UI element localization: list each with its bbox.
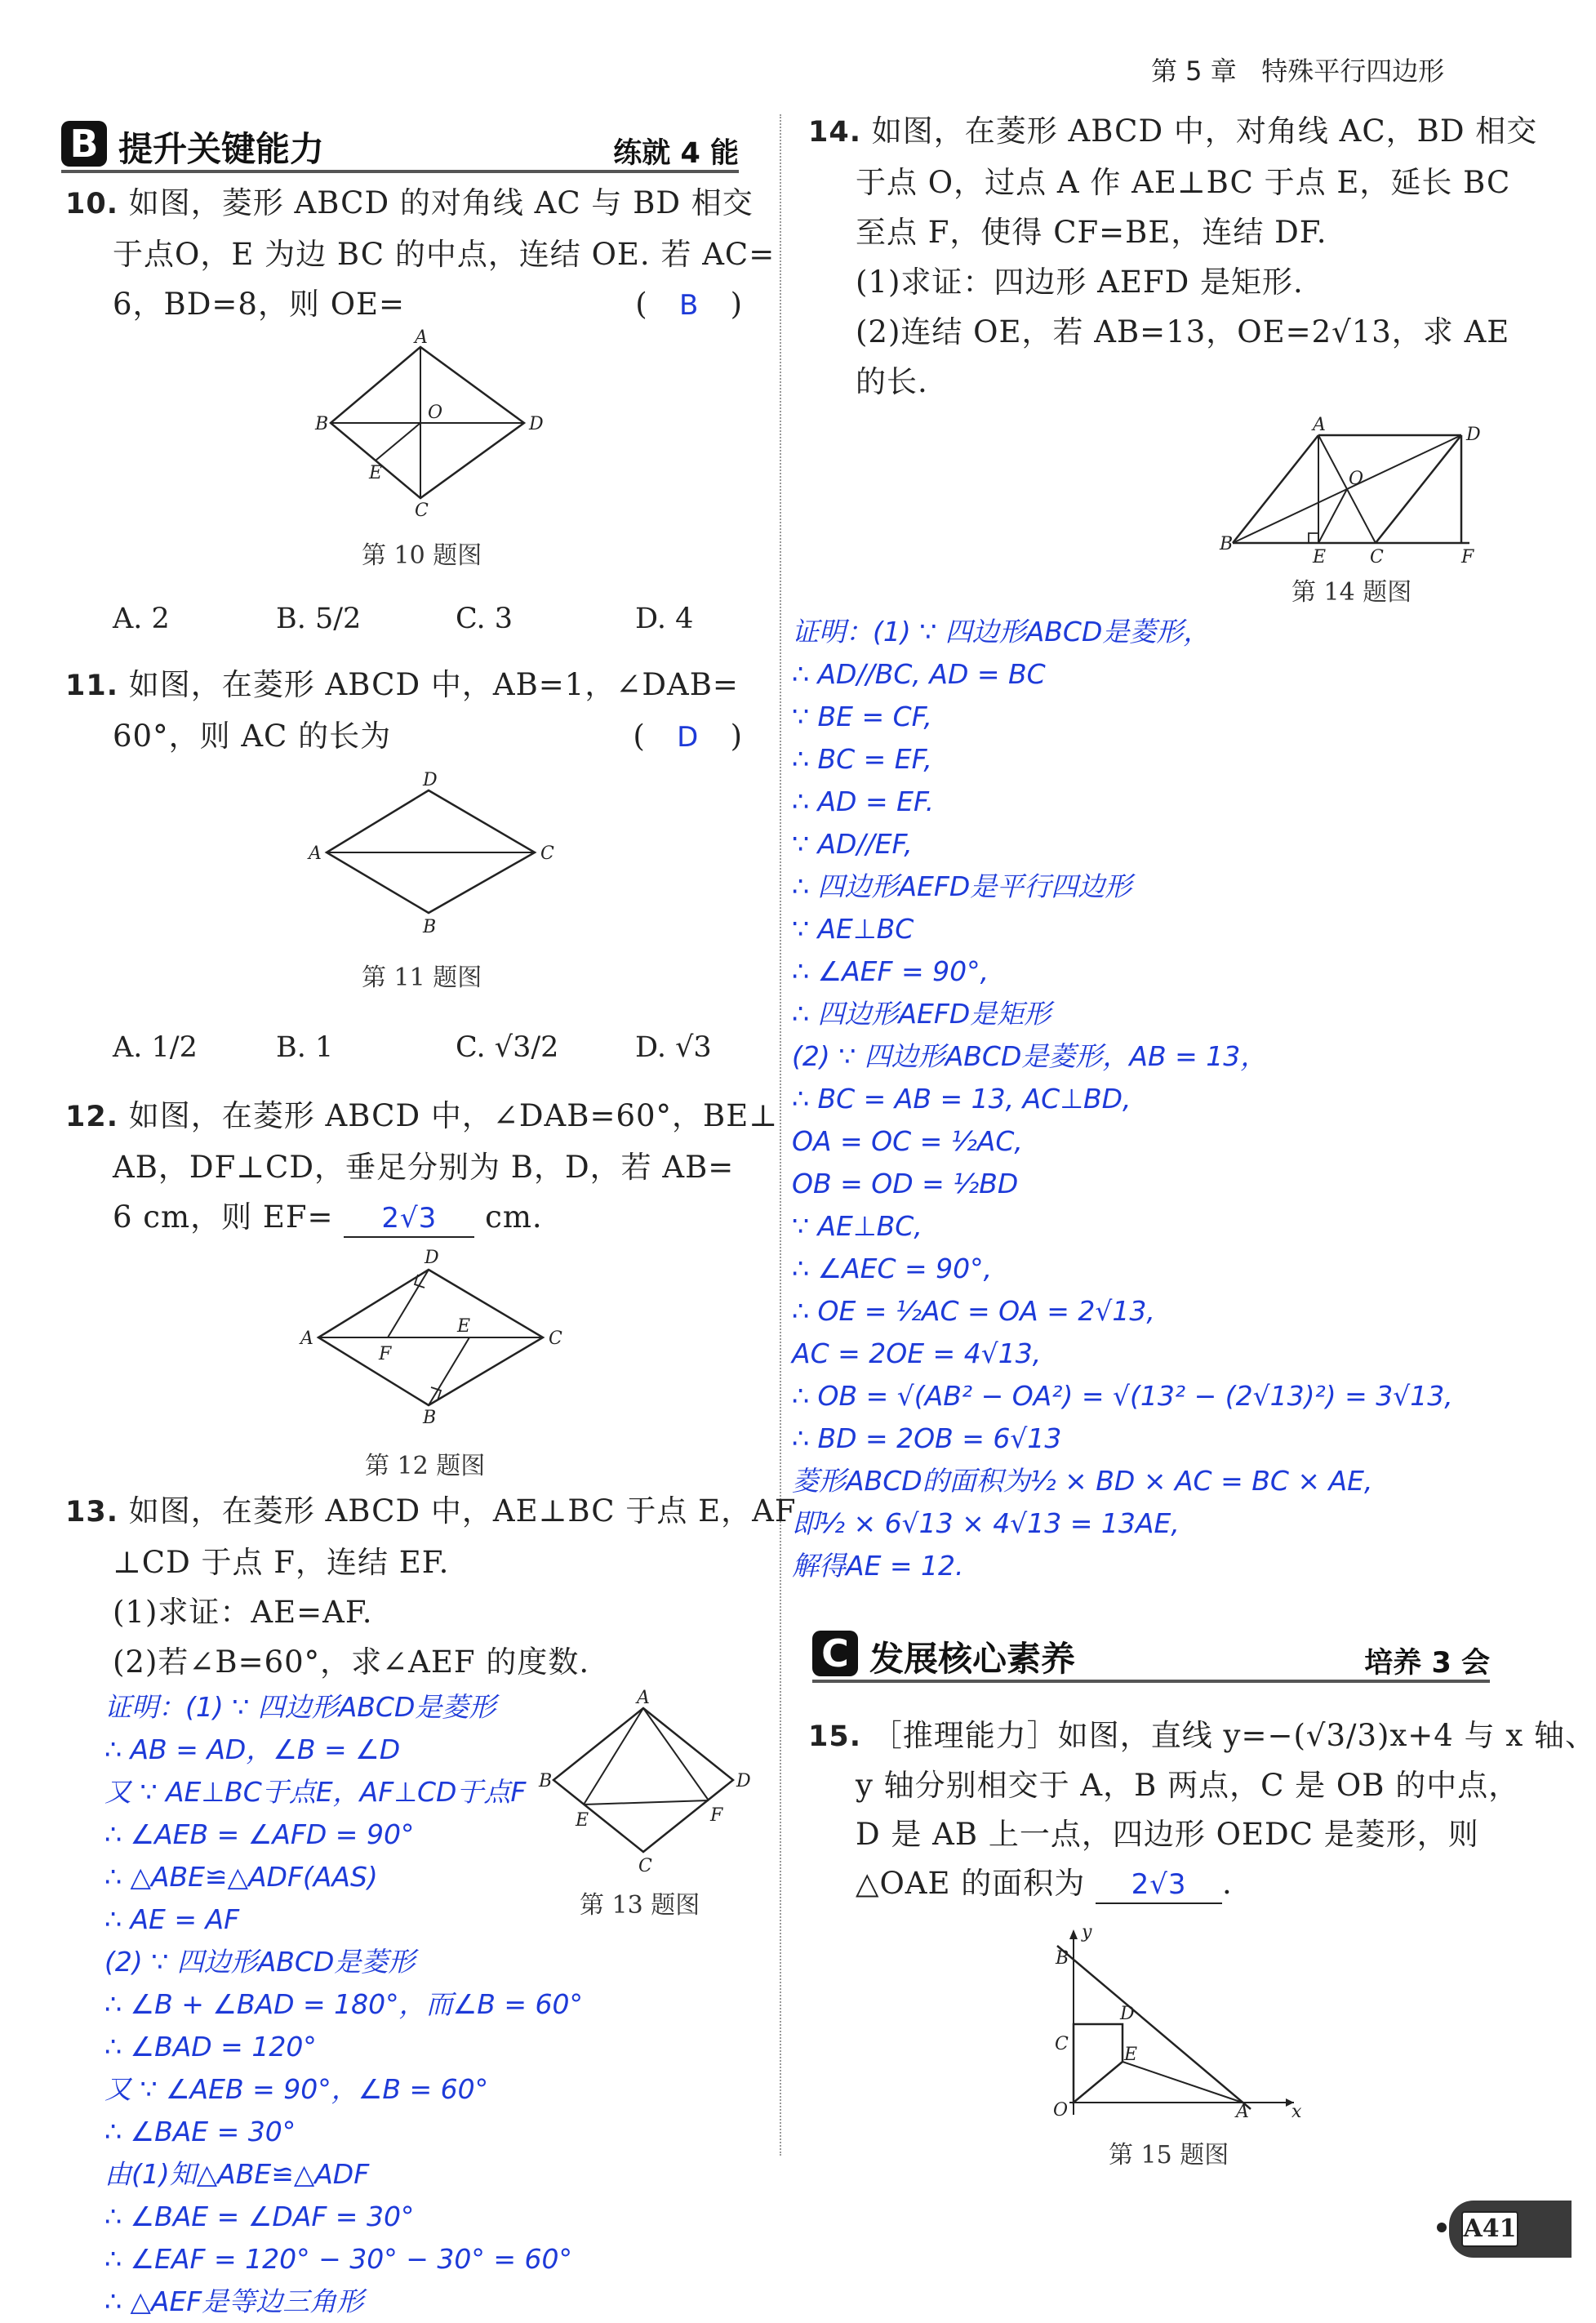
q14-sol-line: ∵ BE = CF,: [792, 701, 932, 732]
q15-label-O: O: [1053, 2100, 1069, 2121]
q15-label-D: D: [1120, 2004, 1135, 2024]
q10-option-d: D. 4: [635, 603, 694, 635]
q14-line6: 的长.: [856, 364, 928, 399]
q14-line2: 于点 O，过点 A 作 AE⊥BC 于点 E，延长 BC: [856, 165, 1511, 200]
q14-label-B: B: [1220, 534, 1234, 554]
q15-line3: D 是 AB 上一点，四边形 OEDC 是菱形，则: [856, 1817, 1479, 1852]
q10-caption: 第 10 题图: [362, 541, 482, 570]
q14-line4: (1)求证：四边形 AEFD 是矩形.: [856, 265, 1304, 300]
q12-answer: 2√3: [381, 1202, 438, 1235]
q14-sol-line: 即½ × 6√13 × 4√13 = 13AE,: [792, 1507, 1180, 1539]
q14-sol-line: ∴ AD = EF.: [792, 785, 935, 817]
q13-label-D: D: [736, 1771, 751, 1791]
q13-label-F: F: [710, 1805, 723, 1826]
q13-sol-line: ∴ AE = AF: [104, 1903, 240, 1935]
question-10: 10. 如图，菱形 ABCD 的对角线 AC 与 BD 相交 于点O，E 为边 BC 的中点，连结 OE. 若 AC= 6，BD=8，则 OE= ( B ): [65, 185, 776, 322]
q13-sol-line: ∴ ∠B + ∠BAD = 180°，而∠B = 60°: [104, 1988, 584, 2020]
q13-sol-line: ∴ ∠BAE = ∠DAF = 30°: [104, 2201, 415, 2232]
q13-sol-line: ∴ △ABE≌△ADF(AAS): [104, 1861, 378, 1893]
q11-option-c: C. √3/2: [456, 1031, 559, 1064]
q14-line1: 如图，在菱形 ABCD 中，对角线 AC，BD 相交: [871, 113, 1538, 149]
q12-line1: 如图，在菱形 ABCD 中，∠DAB=60°，BE⊥: [128, 1098, 779, 1133]
q13-sol-line: ∴ △AEF是等边三角形: [104, 2285, 364, 2317]
q15-line2: y 轴分别相交于 A，B 两点，C 是 OB 的中点，: [856, 1768, 1520, 1803]
question-15: [808, 1711, 1596, 1908]
q12-line3a: 6 cm，则 EF=: [113, 1199, 334, 1235]
q15-line4b: .: [1222, 1866, 1233, 1901]
q10-answer: B: [678, 289, 700, 322]
q11-figure: [302, 768, 563, 939]
q15-label-x: x: [1291, 2102, 1302, 2122]
q14-line5: (2)连结 OE，若 AB=13，OE=2√13，求 AE: [856, 314, 1510, 349]
q14-sol-line: ∴ BD = 2OB = 6√13: [792, 1422, 1062, 1454]
column-divider: [780, 114, 781, 2156]
q14-sol-line: ∴ ∠AEF = 90°,: [792, 955, 989, 987]
question-11: 11. 如图，在菱形 ABCD 中，AB=1，∠DAB= 60°，则 AC 的长为 ( D ): [65, 667, 743, 754]
q14-sol-line: 菱形ABCD的面积为½ × BD × AC = BC × AE,: [792, 1465, 1373, 1497]
q10-label-C: C: [415, 501, 429, 521]
q14-figure: [1216, 412, 1494, 576]
q11-label-D: D: [423, 770, 438, 790]
q13-label-E: E: [576, 1810, 589, 1831]
q15-figure: [1037, 1922, 1306, 2122]
q10-label-A: A: [415, 327, 428, 348]
section-c-title: 发展核心素养: [869, 1639, 1076, 1679]
q10-line3: 6，BD=8，则 OE=: [113, 287, 406, 322]
q13-sol-line: ∴ AB = AD，∠B = ∠D: [104, 1733, 401, 1765]
question-14: [808, 106, 1538, 407]
q10-option-a: A. 2: [113, 603, 170, 635]
q12-label-D: D: [425, 1248, 439, 1268]
q14-label-O: O: [1349, 469, 1364, 489]
q14-number: 14.: [808, 116, 862, 149]
q13-label-A: A: [637, 1688, 650, 1708]
q12-label-E: E: [457, 1316, 471, 1337]
q15-label-E: E: [1124, 2045, 1138, 2065]
question-12: [65, 1091, 779, 1242]
q14-sol-line: ∴ BC = EF,: [792, 743, 932, 775]
q13-line1: 如图，在菱形 ABCD 中，AE⊥BC 于点 E，AF: [128, 1493, 797, 1529]
q11-option-d: D. √3: [635, 1031, 712, 1064]
q14-sol-line: ∵ AE⊥BC,: [792, 1210, 922, 1242]
q12-label-C: C: [549, 1328, 562, 1349]
q11-option-a: A. 1/2: [113, 1031, 198, 1064]
q10-line2: 于点O，E 为边 BC 的中点，连结 OE. 若 AC=: [113, 237, 776, 272]
q12-label-A: A: [300, 1328, 313, 1349]
q14-sol-line: AC = 2OE = 4√13,: [792, 1337, 1042, 1369]
q11-label-A: A: [309, 843, 322, 864]
q14-label-F: F: [1461, 547, 1474, 567]
q11-label-C: C: [540, 843, 554, 864]
q14-sol-line: ∴ OB = √(AB² − OA²) = √(13² − (2√13)²) = 3√13,: [792, 1380, 1453, 1412]
q14-sol-line: ∴ OE = ½AC = OA = 2√13,: [792, 1295, 1155, 1327]
q15-line1: ［推理能力］如图，直线 y=−(√3/3)x+4 与 x 轴、: [871, 1718, 1596, 1753]
q13-solution: [104, 1686, 584, 2317]
section-b-header: [61, 119, 739, 173]
q14-sol-line: ∴ ∠AEC = 90°,: [792, 1253, 993, 1284]
q12-line3b: cm.: [485, 1199, 543, 1235]
chapter-number: 第 5 章: [1151, 56, 1237, 87]
q15-number: 15.: [808, 1720, 862, 1753]
q15-line4a: △OAE 的面积为: [856, 1866, 1086, 1901]
q13-number: 13.: [65, 1496, 119, 1529]
q15-label-B: B: [1056, 1948, 1069, 1969]
section-b-subtitle: 练就 4 能: [613, 137, 739, 170]
q14-sol-line: 解得AE = 12.: [792, 1550, 964, 1582]
q12-figure: [294, 1245, 571, 1429]
q13-line2: ⊥CD 于点 F，连结 EF.: [113, 1545, 450, 1580]
q10-number: 10.: [65, 188, 119, 220]
q14-sol-line: ∴ BC = AB = 13, AC⊥BD,: [792, 1083, 1131, 1115]
q14-sol-line: 证明：(1) ∵ 四边形ABCD是菱形，: [792, 616, 1211, 648]
q10-option-b: B. 5/2: [276, 603, 362, 635]
q15-caption: 第 15 题图: [1109, 2141, 1229, 2169]
q14-label-C: C: [1370, 547, 1384, 567]
section-b-icon: B: [61, 121, 107, 167]
q14-caption: 第 14 题图: [1291, 578, 1412, 607]
q15-label-A: A: [1236, 2102, 1249, 2122]
q10-option-c: C. 3: [456, 603, 513, 635]
q11-number: 11.: [65, 670, 119, 702]
q14-sol-line: ∴ 四边形AEFD是矩形: [792, 998, 1051, 1030]
q14-sol-line: (2) ∵ 四边形ABCD是菱形，AB = 13，: [792, 1040, 1268, 1072]
q14-label-A: A: [1313, 415, 1326, 435]
q13-sol-line: ∴ ∠BAD = 120°: [104, 2031, 317, 2063]
q13-sol-line: 又 ∵ ∠AEB = 90°，∠B = 60°: [104, 2073, 489, 2105]
question-13: [65, 1486, 797, 1687]
q11-caption: 第 11 题图: [362, 963, 482, 992]
q13-sol-line: (2) ∵ 四边形ABCD是菱形: [104, 1946, 416, 1978]
q11-label-B: B: [423, 917, 437, 937]
section-c-icon: C: [812, 1631, 858, 1676]
section-b-title: 提升关键能力: [118, 129, 325, 169]
q10-label-O: O: [428, 403, 443, 423]
q15-answer: 2√3: [1131, 1868, 1187, 1901]
q14-sol-line: ∴ 四边形AEFD是平行四边形: [792, 870, 1132, 902]
q12-line2: AB，DF⊥CD，垂足分别为 B，D，若 AB=: [113, 1150, 735, 1185]
q12-label-B: B: [423, 1408, 437, 1428]
q14-sol-line: ∵ AD//EF,: [792, 828, 913, 860]
q13-line3: (1)求证：AE=AF.: [113, 1595, 373, 1630]
q13-sol-line: 证明：(1) ∵ 四边形ABCD是菱形: [104, 1691, 496, 1723]
q11-answer: D: [677, 721, 700, 754]
q13-sol-line: ∴ ∠AEB = ∠AFD = 90°: [104, 1818, 415, 1850]
section-c-subtitle: 培养 3 会: [1364, 1647, 1490, 1680]
q10-line1: 如图，菱形 ABCD 的对角线 AC 与 BD 相交: [128, 185, 754, 220]
page-number-dot: [1437, 2223, 1447, 2232]
q12-number: 12.: [65, 1101, 119, 1133]
q10-label-E: E: [369, 463, 383, 483]
q11-line2: 60°，则 AC 的长为: [113, 719, 392, 754]
q15-label-y: y: [1082, 1922, 1092, 1943]
q10-figure: [310, 327, 555, 523]
q14-label-E: E: [1313, 547, 1327, 567]
section-c-header: [812, 1629, 1490, 1683]
q10-label-D: D: [529, 414, 544, 434]
q13-line4: (2)若∠B=60°，求∠AEF 的度数.: [113, 1644, 590, 1680]
q15-label-C: C: [1055, 2034, 1069, 2054]
q10-label-B: B: [315, 414, 329, 434]
q14-line3: 至点 F，使得 CF=BE，连结 DF.: [856, 215, 1327, 250]
q13-label-B: B: [539, 1771, 553, 1791]
q11-line1: 如图，在菱形 ABCD 中，AB=1，∠DAB=: [128, 667, 739, 702]
chapter-title: 特殊平行四边形: [1261, 56, 1445, 87]
q12-caption: 第 12 题图: [365, 1452, 486, 1480]
q14-solution: [792, 611, 1453, 1587]
q13-sol-line: 又 ∵ AE⊥BC于点E，AF⊥CD于点F: [104, 1776, 527, 1808]
q14-sol-line: ∵ AE⊥BC: [792, 913, 914, 945]
q12-label-F: F: [379, 1344, 392, 1364]
q13-sol-line: ∴ ∠BAE = 30°: [104, 2116, 296, 2147]
q14-sol-line: OA = OC = ½AC,: [792, 1125, 1023, 1157]
q13-sol-line: 由(1)知△ABE≌△ADF: [104, 2158, 370, 2190]
q14-sol-line: ∴ AD//BC, AD = BC: [792, 658, 1046, 690]
q13-caption: 第 13 题图: [580, 1891, 700, 1920]
page-number: A41: [1461, 2211, 1518, 2247]
q14-label-D: D: [1466, 425, 1481, 445]
q13-label-C: C: [638, 1856, 652, 1876]
q11-option-b: B. 1: [276, 1031, 334, 1064]
q13-sol-line: ∴ ∠EAF = 120° − 30° − 30° = 60°: [104, 2243, 572, 2275]
q14-sol-line: OB = OD = ½BD: [792, 1168, 1019, 1199]
